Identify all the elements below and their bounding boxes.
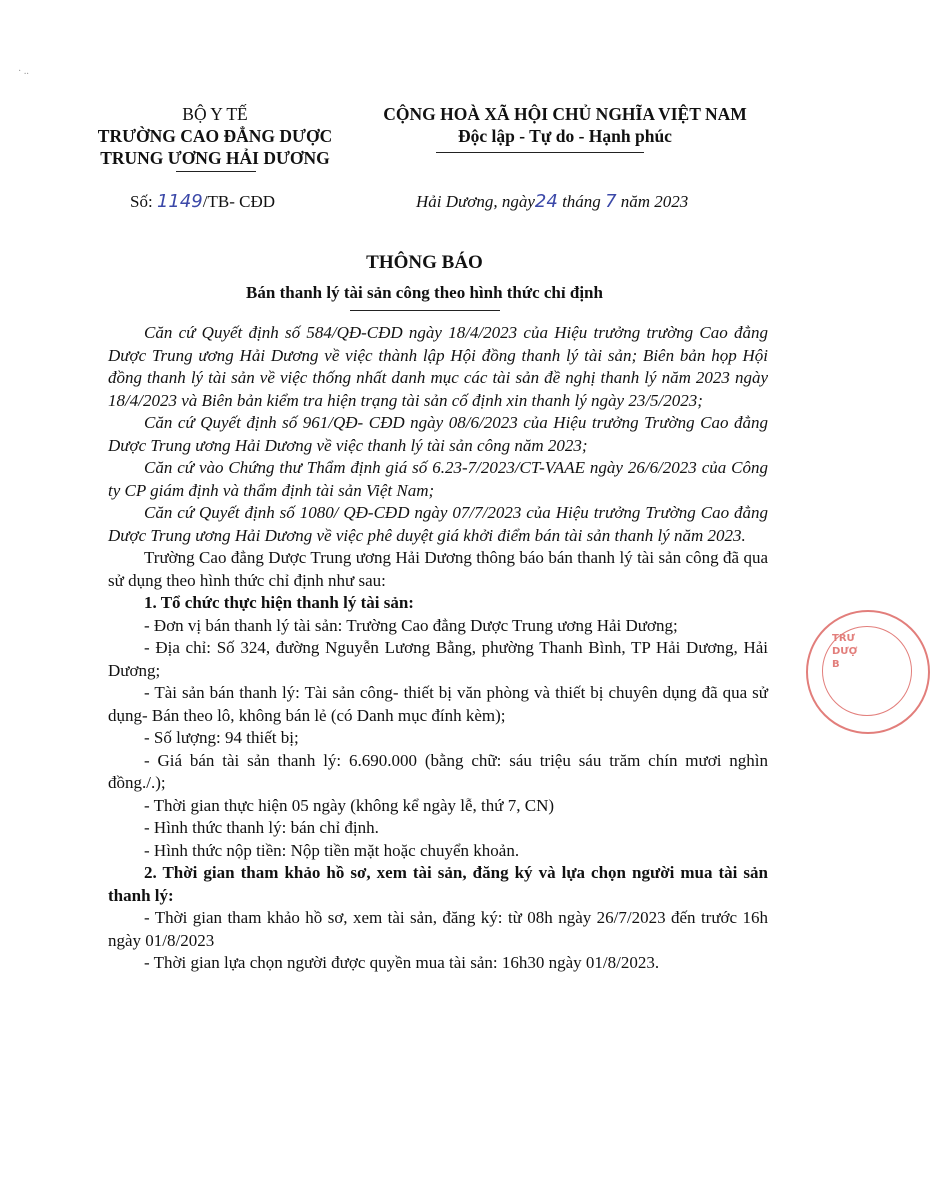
section2-item: - Thời gian tham khảo hồ sơ, xem tài sản, đăng ký: từ 08h ngày 26/7/2023 đến trước 16h ngày 01/8/2023 bbox=[108, 908, 768, 950]
document-title: THÔNG BÁO bbox=[366, 252, 483, 273]
section1-item: - Đơn vị bán thanh lý tài sản: Trường Cao đẳng Dược Trung ương Hải Dương; bbox=[144, 615, 678, 635]
issuer-header bbox=[70, 103, 360, 169]
basis-paragraph-4: Căn cứ Quyết định số 1080/ QĐ-CĐD ngày 07/7/2023 của Hiệu trưởng Trường Cao đẳng Dược Trung ương Hải Dương về việc phê duyệt giá khởi điểm bán tài sản thanh lý năm 2023. bbox=[108, 503, 768, 545]
motto-underline bbox=[436, 152, 644, 153]
basis-paragraph-1: Căn cứ Quyết định số 584/QĐ-CĐD ngày 18/4/2023 của Hiệu trưởng trường Cao đẳng Dược Trung ương Hải Dương về việc thành lập Hội đồng thanh lý tài sản; Biên bản họp Hội đồng thanh lý tài sản về việc thống nhất danh mục các tài sản đề nghị thanh lý năm 2023 ngày 18/4/2023 và Biên bản kiểm tra hiện trạng tài sản cố định xin thanh lý ngày 23/5/2023; bbox=[108, 323, 768, 410]
section1-item: - Địa chỉ: Số 324, đường Nguyễn Lương Bằng, phường Thanh Bình, TP Hải Dương, Hải Dương; bbox=[108, 638, 768, 680]
document-number bbox=[130, 191, 275, 212]
document-body bbox=[108, 322, 768, 975]
section2-heading: 2. Thời gian tham khảo hồ sơ, xem tài sản, đăng ký và lựa chọn người mua tài sản thanh lý: bbox=[108, 863, 768, 905]
national-motto: Độc lập - Tự do - Hạnh phúc bbox=[458, 126, 672, 146]
stamp-text-line1: TRƯ bbox=[832, 633, 855, 644]
school-name-line1: TRƯỜNG CAO ĐẲNG DƯỢC bbox=[97, 126, 333, 146]
section1-item: - Hình thức nộp tiền: Nộp tiền mặt hoặc chuyển khoản. bbox=[144, 840, 520, 860]
date-year: năm 2023 bbox=[616, 192, 689, 211]
school-name-line2: TRUNG ƯƠNG HẢI DƯƠNG bbox=[100, 148, 330, 168]
section1-item: - Thời gian thực hiện 05 ngày (không kể ngày lễ, thứ 7, CN) bbox=[144, 795, 555, 815]
date-month-label: tháng bbox=[557, 192, 606, 211]
date-month: 7 bbox=[605, 191, 617, 212]
basis-paragraph-2: Căn cứ Quyết định số 961/QĐ- CĐD ngày 08/6/2023 của Hiệu trưởng Trường Cao đẳng Dược Trung ương Hải Dương về việc thanh lý tài sản công năm 2023; bbox=[108, 413, 768, 455]
stamp-text-line2: DƯỢ bbox=[832, 646, 858, 657]
section2-item: - Thời gian lựa chọn người được quyền mua tài sản: 16h30 ngày 01/8/2023. bbox=[144, 953, 660, 972]
section1-item: - Giá bán tài sản thanh lý: 6.690.000 (bằng chữ: sáu triệu sáu trăm chín mươi nghìn đồng./.); bbox=[108, 750, 768, 792]
ministry-name: BỘ Y TẾ bbox=[182, 104, 248, 124]
date-day: 24 bbox=[534, 191, 558, 212]
section1-item: - Số lượng: 94 thiết bị; bbox=[144, 728, 299, 747]
document-subtitle: Bán thanh lý tài sản công theo hình thức chỉ định bbox=[246, 283, 603, 302]
date-place: Hải Dương, ngày bbox=[416, 192, 535, 211]
official-stamp bbox=[806, 610, 930, 734]
issuer-underline bbox=[176, 171, 256, 172]
scan-speck: · .. bbox=[18, 66, 29, 77]
section1-item: - Hình thức thanh lý: bán chỉ định. bbox=[144, 818, 379, 837]
doc-number-prefix: Số: bbox=[130, 192, 157, 211]
basis-paragraph-3: Căn cứ vào Chứng thư Thẩm định giá số 6.23-7/2023/CT-VAAE ngày 26/6/2023 của Công ty CP giám định và thẩm định tài sản Việt Nam; bbox=[108, 458, 768, 500]
national-title: CỘNG HOÀ XÃ HỘI CHỦ NGHĨA VIỆT NAM bbox=[383, 104, 747, 124]
intro-paragraph: Trường Cao đẳng Dược Trung ương Hải Dương thông báo bán thanh lý tài sản công đã qua sử dụng theo hình thức chỉ định như sau: bbox=[108, 548, 768, 590]
section1-heading: 1. Tổ chức thực hiện thanh lý tài sản: bbox=[144, 593, 414, 612]
stamp-text-line3: B bbox=[832, 659, 840, 670]
subtitle-underline bbox=[350, 310, 500, 311]
date-line bbox=[416, 191, 688, 212]
stamp-text bbox=[832, 632, 857, 671]
section1-item: - Tài sản bán thanh lý: Tài sản công- thiết bị văn phòng và thiết bị chuyên dụng đã qua sử dụng- Bán theo lô, không bán lẻ (có Danh mục đính kèm); bbox=[108, 683, 768, 725]
national-header bbox=[355, 103, 775, 147]
doc-number-suffix: /TB- CĐD bbox=[202, 192, 275, 211]
doc-number-handwritten: 1149 bbox=[156, 191, 203, 212]
